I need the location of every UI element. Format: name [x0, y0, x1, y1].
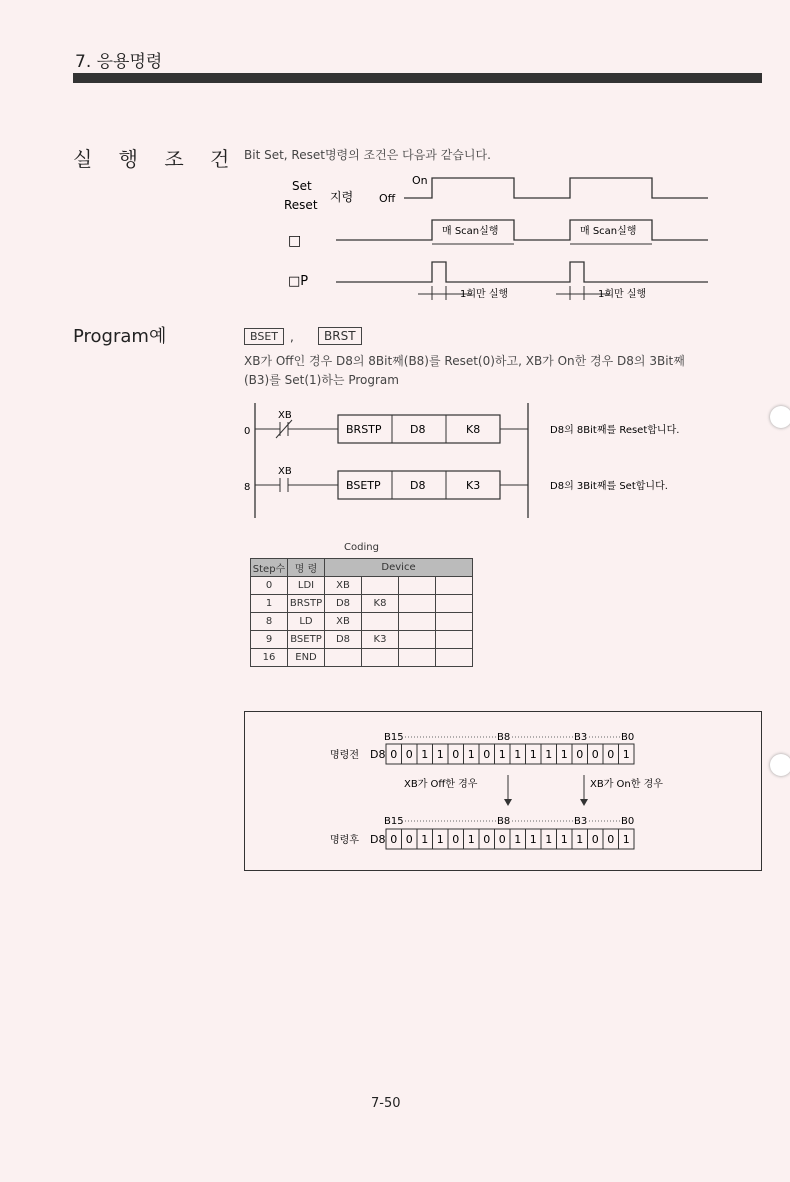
- cell: [399, 577, 436, 595]
- cell: [399, 631, 436, 649]
- cell: D8: [325, 631, 362, 649]
- after-register: D8: [370, 833, 386, 846]
- cell: [436, 577, 473, 595]
- cell: 1: [251, 595, 288, 613]
- cell: [362, 649, 399, 667]
- before-bit-value: 1: [514, 748, 522, 761]
- after-bit-value: 1: [576, 833, 584, 846]
- rung1-instruction: BRSTP: [346, 423, 382, 436]
- chapter-title: 7. 응용명령: [75, 52, 163, 72]
- timing-on-label: On: [412, 174, 428, 187]
- timing-off-label: Off: [379, 192, 396, 205]
- rung1-contact-label: XB: [278, 410, 292, 421]
- before-bit-value: 0: [390, 748, 398, 761]
- after-bit-value: 0: [498, 833, 506, 846]
- cell: K8: [362, 595, 399, 613]
- once-label-1: 1회만 실행: [460, 289, 509, 300]
- after-bit-value: 1: [622, 833, 630, 846]
- rung1-operand2: K8: [466, 423, 481, 436]
- before-bit-value: 0: [405, 748, 413, 761]
- before-b15-label: B15: [384, 732, 404, 743]
- cell: D8: [325, 595, 362, 613]
- after-b8-label: B8: [497, 816, 511, 827]
- before-bit-value: 1: [545, 748, 553, 761]
- coding-title: Coding: [344, 542, 379, 553]
- timing-row2-label: □: [288, 233, 302, 249]
- cell: [399, 613, 436, 631]
- header-command: 명 령: [288, 559, 325, 577]
- cell: 16: [251, 649, 288, 667]
- timing-set-label: Set: [292, 179, 312, 193]
- header-device: Device: [325, 559, 473, 577]
- timing-reset-label: Reset: [284, 198, 318, 212]
- rung2-operand1: D8: [410, 479, 426, 492]
- cell: [436, 595, 473, 613]
- rung2-instruction: BSETP: [346, 479, 381, 492]
- before-register: D8: [370, 748, 386, 761]
- page-number: 7-50: [371, 1096, 401, 1111]
- instruction-separator: ,: [290, 330, 294, 344]
- rung2-operand2: K3: [466, 479, 481, 492]
- table-row: [251, 577, 473, 595]
- before-bit-value: 1: [498, 748, 506, 761]
- cell: 8: [251, 613, 288, 631]
- before-bit-cells: [386, 744, 634, 764]
- program-description-line2: (B3)를 Set(1)하는 Program: [244, 373, 399, 387]
- after-bit-value: 1: [421, 833, 429, 846]
- scan-label-1: 매 Scan실행: [442, 226, 499, 237]
- before-bit-value: 0: [607, 748, 615, 761]
- after-b15-label: B15: [384, 816, 404, 827]
- off-case-label: XB가 Off한 경우: [404, 779, 478, 790]
- after-bit-value: 1: [467, 833, 475, 846]
- rung2-comment: D8의 3Bit째를 Set합니다.: [550, 481, 668, 492]
- rung1-step: 0: [244, 426, 251, 437]
- after-b0-label: B0: [621, 816, 635, 827]
- after-bit-value: 0: [607, 833, 615, 846]
- rung2-contact-label: XB: [278, 466, 292, 477]
- timing-command-label: 지령: [330, 190, 354, 204]
- cell: [325, 649, 362, 667]
- cell: LDI: [288, 577, 325, 595]
- before-bit-value: 1: [467, 748, 475, 761]
- ladder-diagram: [240, 398, 720, 523]
- exec-condition-text: Bit Set, Reset명령의 조건은 다음과 같습니다.: [244, 148, 491, 162]
- after-bit-value: 1: [560, 833, 568, 846]
- table-row: [251, 595, 473, 613]
- before-bit-value: 1: [436, 748, 444, 761]
- on-case-label: XB가 On한 경우: [590, 779, 663, 790]
- before-bit-value: 1: [622, 748, 630, 761]
- rung1-operand1: D8: [410, 423, 426, 436]
- timing-diagram: [280, 170, 720, 315]
- before-b8-label: B8: [497, 732, 511, 743]
- coding-table: [250, 558, 473, 667]
- cell: XB: [325, 613, 362, 631]
- cell: END: [288, 649, 325, 667]
- after-bit-value: 0: [591, 833, 599, 846]
- before-bit-value: 0: [576, 748, 584, 761]
- cell: XB: [325, 577, 362, 595]
- before-bit-value: 1: [421, 748, 429, 761]
- cell: BRSTP: [288, 595, 325, 613]
- cell: [436, 613, 473, 631]
- cell: BSETP: [288, 631, 325, 649]
- cell: [399, 649, 436, 667]
- scan-label-2: 매 Scan실행: [580, 226, 637, 237]
- header-step: Step수: [251, 559, 288, 577]
- before-bit-value: 1: [560, 748, 568, 761]
- after-bit-value: 1: [436, 833, 444, 846]
- after-bit-value: 1: [529, 833, 537, 846]
- cell: LD: [288, 613, 325, 631]
- before-bit-value: 0: [452, 748, 460, 761]
- after-bit-value: 0: [405, 833, 413, 846]
- header-bar: [73, 73, 762, 83]
- before-label: 명령전: [330, 750, 359, 761]
- before-bit-value: 0: [483, 748, 491, 761]
- after-bit-cells: [386, 829, 634, 849]
- table-row: [251, 613, 473, 631]
- before-bit-value: 1: [529, 748, 537, 761]
- timing-row3-label: □P: [288, 274, 309, 289]
- before-bit-value: 0: [591, 748, 599, 761]
- after-b3-label: B3: [574, 816, 588, 827]
- coding-header-row: [251, 559, 473, 577]
- after-bit-value: 1: [545, 833, 553, 846]
- after-bit-value: 1: [514, 833, 522, 846]
- bit-diagram: [244, 711, 760, 869]
- cell: [399, 595, 436, 613]
- before-b3-label: B3: [574, 732, 588, 743]
- after-bit-value: 0: [483, 833, 491, 846]
- program-description-line1: XB가 Off인 경우 D8의 8Bit째(B8)를 Reset(0)하고, XB가 On한 경우 D8의 3Bit째: [244, 354, 685, 368]
- cell: 9: [251, 631, 288, 649]
- cell: [362, 613, 399, 631]
- once-label-2: 1회만 실행: [598, 289, 647, 300]
- binder-hole: [770, 754, 790, 776]
- exec-condition-label: 실 행 조 건: [73, 147, 240, 171]
- rung1-comment: D8의 8Bit째를 Reset합니다.: [550, 425, 680, 436]
- program-example-label: Program예: [73, 326, 167, 347]
- cell: [436, 631, 473, 649]
- cell: [362, 577, 399, 595]
- before-b0-label: B0: [621, 732, 635, 743]
- table-row: [251, 649, 473, 667]
- rung2-step: 8: [244, 482, 251, 493]
- binder-hole: [770, 406, 790, 428]
- cell: 0: [251, 577, 288, 595]
- brst-instruction-box: BRST: [318, 327, 362, 345]
- after-bit-value: 0: [452, 833, 460, 846]
- table-row: [251, 631, 473, 649]
- after-bit-value: 0: [390, 833, 398, 846]
- bset-instruction-box: BSET: [244, 328, 284, 345]
- cell: K3: [362, 631, 399, 649]
- cell: [436, 649, 473, 667]
- after-label: 명령후: [330, 835, 359, 846]
